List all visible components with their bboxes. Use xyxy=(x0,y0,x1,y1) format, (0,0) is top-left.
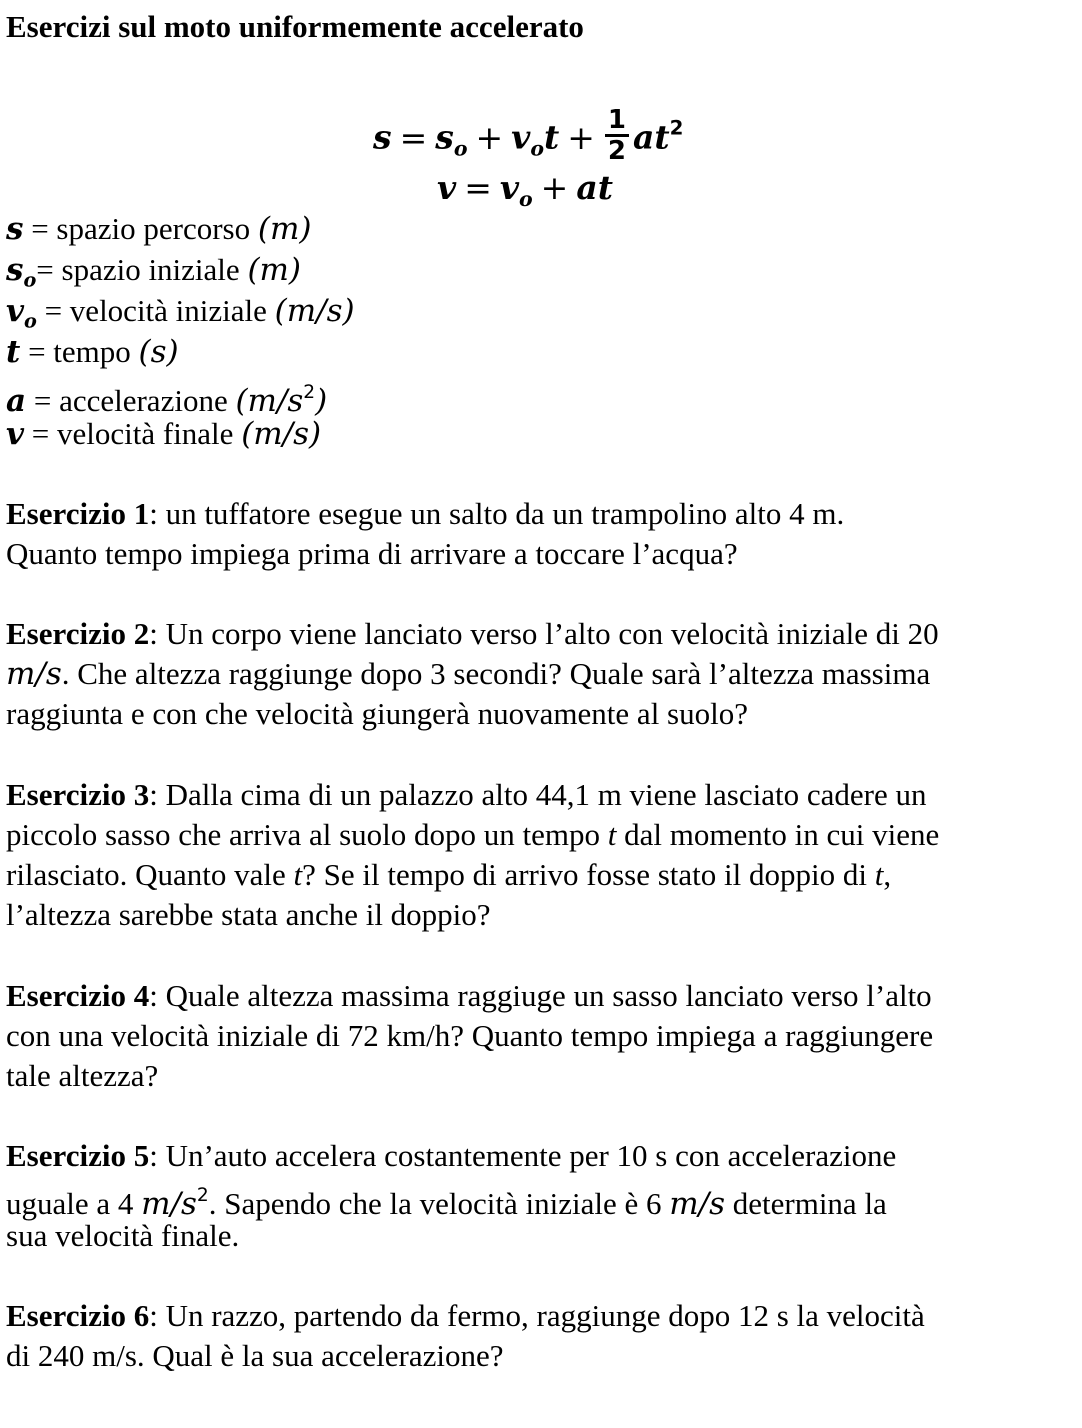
formula-subscript: o xyxy=(453,136,468,161)
exercise-text: : Dalla cima di un palazzo alto 44,1 m viene lasciato cadere un xyxy=(149,777,927,812)
exercise-text: : Un razzo, partendo da fermo, raggiunge dopo 12 s la velocità xyxy=(149,1298,925,1333)
exercise-text: : Un corpo viene lanciato verso l’alto con velocità iniziale di 20 xyxy=(149,616,939,651)
formula-operator: + xyxy=(540,168,569,207)
definition-unit: (m/s) xyxy=(241,416,322,452)
definition-unit-close: ) xyxy=(315,383,328,420)
definition-unit: (m/s xyxy=(235,383,304,420)
definition-text: = velocità finale xyxy=(24,416,242,451)
definition-symbol: a xyxy=(6,383,27,420)
definition-exponent: 2 xyxy=(303,382,316,403)
exercise-text: uguale a 4 xyxy=(6,1186,142,1222)
formula-symbol: t xyxy=(543,117,560,157)
exercise-label: Esercizio 1 xyxy=(6,496,150,531)
definition-row xyxy=(6,413,355,454)
definition-text: = tempo xyxy=(20,334,139,369)
definition-row xyxy=(6,331,355,372)
exercise-variable: t xyxy=(607,817,617,852)
exercise-text: : un tuffatore esegue un salto da un trampolino alto 4 m. xyxy=(149,496,845,531)
formula-symbol: v xyxy=(437,168,457,207)
exercise-label: Esercizio 6 xyxy=(6,1298,150,1333)
exercise-text: . Sapendo che la velocità iniziale è 6 xyxy=(208,1186,670,1222)
definition-unit: (m/s) xyxy=(274,293,355,329)
definition-symbol: v xyxy=(6,293,25,329)
fraction-denominator: 2 xyxy=(607,136,626,166)
exercise-text: dal momento in cui viene xyxy=(616,817,940,852)
definition-unit: (m) xyxy=(247,252,302,288)
formula-symbol: v xyxy=(499,168,520,207)
formula-subscript: o xyxy=(519,187,533,212)
formula-symbol: v xyxy=(511,117,531,157)
formula-symbol: s xyxy=(373,117,392,157)
formula-velocity xyxy=(437,168,613,211)
formula-symbol: at xyxy=(576,168,613,207)
definition-text: = accelerazione xyxy=(26,383,236,419)
fraction-numerator: 1 xyxy=(605,106,629,137)
definition-row xyxy=(6,208,355,249)
definition-row xyxy=(6,290,355,331)
definition-unit: (s) xyxy=(138,334,179,370)
formula-symbol: s xyxy=(435,117,454,157)
exercise-4 xyxy=(6,976,1066,1096)
formula-operator: = xyxy=(464,168,492,207)
exercise-5 xyxy=(6,1136,1066,1256)
definition-symbol: t xyxy=(6,334,21,370)
definition-row xyxy=(6,249,355,290)
exercise-6 xyxy=(6,1296,1066,1376)
definition-symbol: s xyxy=(6,211,24,247)
exercise-1 xyxy=(6,494,1066,574)
exercise-3 xyxy=(6,775,1066,935)
exercise-text: tale altezza? xyxy=(6,1058,159,1093)
formula-symbol: at xyxy=(632,117,670,157)
exercise-exponent: 2 xyxy=(196,1185,209,1206)
exercise-text: . Che altezza raggiunge dopo 3 secondi? Quale sarà l’altezza massima xyxy=(61,656,931,691)
exercise-text: piccolo sasso che arriva al suolo dopo un tempo xyxy=(6,817,608,852)
exercise-text: di 240 m/s. Qual è la sua accelerazione? xyxy=(6,1338,504,1373)
exercise-variable: t xyxy=(293,857,303,892)
exercise-text: , xyxy=(883,857,892,892)
exercise-text: : Quale altezza massima raggiuge un sasso lanciato verso l’alto xyxy=(149,978,932,1013)
definition-text: = velocità iniziale xyxy=(36,293,275,328)
definition-subscript: o xyxy=(24,309,37,333)
formula-position xyxy=(373,105,684,169)
exercise-unit: m/s xyxy=(6,656,62,692)
exercise-text: determina la xyxy=(725,1186,887,1222)
definition-symbol: s xyxy=(6,252,24,288)
exercise-variable: t xyxy=(874,857,884,892)
exercise-text: ? Se il tempo di arrivo fosse stato il doppio di xyxy=(302,857,875,892)
formula-fraction xyxy=(605,106,629,165)
formula-subscript: o xyxy=(530,136,544,161)
exercise-text: con una velocità iniziale di 72 km/h? Quanto tempo impiega a raggiungere xyxy=(6,1018,934,1053)
exercise-label: Esercizio 2 xyxy=(6,616,150,651)
definition-unit: (m) xyxy=(257,211,312,247)
formula-operator: = xyxy=(399,117,428,157)
exercise-2 xyxy=(6,614,1066,734)
exercise-text: l’altezza sarebbe stata anche il doppio? xyxy=(6,897,491,932)
exercise-text: Quanto tempo impiega prima di arrivare a toccare l’acqua? xyxy=(6,536,738,571)
exercise-unit: m/s xyxy=(141,1186,197,1223)
exercise-text: sua velocità finale. xyxy=(6,1218,240,1253)
exercise-text: raggiunta e con che velocità giungerà nuovamente al suolo? xyxy=(6,696,748,731)
exercise-label: Esercizio 3 xyxy=(6,777,150,812)
definition-row xyxy=(6,372,355,420)
definition-symbol: v xyxy=(6,416,25,452)
definition-text: = spazio iniziale xyxy=(36,252,248,287)
exercise-text: : Un’auto accelera costantemente per 10 s con accelerazione xyxy=(149,1138,897,1173)
exercise-label: Esercizio 5 xyxy=(6,1138,150,1173)
exercise-text: rilasciato. Quanto vale xyxy=(6,857,294,892)
definition-subscript: o xyxy=(23,268,37,292)
definition-text: = spazio percorso xyxy=(23,211,258,246)
exercise-unit: m/s xyxy=(669,1186,725,1223)
formula-operator: + xyxy=(475,117,504,157)
page-title: Esercizi sul moto uniformemente accelerato xyxy=(6,9,584,44)
formula-operator: + xyxy=(567,117,595,157)
formula-exponent: 2 xyxy=(669,116,684,140)
exercise-label: Esercizio 4 xyxy=(6,978,150,1013)
definitions-list xyxy=(6,208,355,454)
